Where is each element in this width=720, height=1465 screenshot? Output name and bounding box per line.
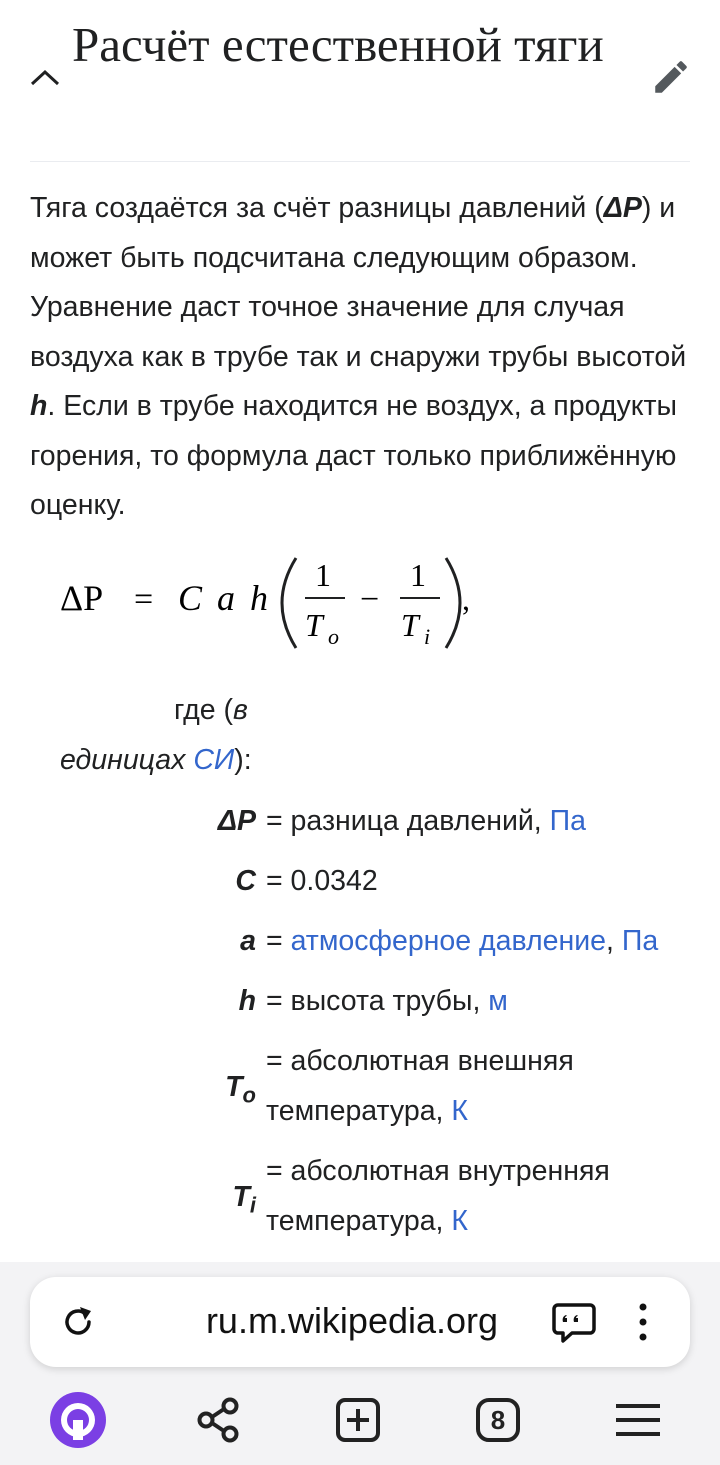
- unit-link-m[interactable]: м: [488, 985, 508, 1017]
- paragraph-text: Тяга создаётся за счёт разницы давлений (: [30, 192, 604, 224]
- variable-row-a: a = атмосферное давление, Па: [0, 916, 720, 966]
- unit-link-k[interactable]: К: [451, 1095, 468, 1127]
- menu-icon[interactable]: [608, 1390, 668, 1450]
- where-label: [174, 688, 248, 732]
- alice-assistant-icon[interactable]: [48, 1390, 108, 1450]
- variable-definition: = разница давлений,: [266, 805, 550, 837]
- where-close: ):: [234, 744, 252, 776]
- atmospheric-pressure-link[interactable]: атмосферное давление: [290, 925, 606, 957]
- intro-paragraph: [30, 184, 690, 531]
- variable-symbol: [150, 1172, 256, 1231]
- quote-comment-icon[interactable]: [552, 1301, 596, 1343]
- variable-definition: = абсолютная внешняя: [266, 1045, 574, 1077]
- more-vertical-icon[interactable]: [628, 1299, 658, 1345]
- variable-row-ti: [0, 1146, 720, 1246]
- where-units-line: [60, 738, 252, 782]
- unit-link-k[interactable]: К: [451, 1205, 468, 1237]
- tab-count: 8: [490, 1405, 506, 1435]
- formula-equals: =: [134, 581, 154, 618]
- address-bar[interactable]: [30, 1277, 690, 1367]
- section-divider: [30, 161, 690, 162]
- h-symbol: h: [30, 390, 48, 422]
- section-title: Расчёт естественной тяги: [72, 17, 604, 72]
- variable-row-c: [0, 856, 720, 906]
- units-text: единицах: [60, 744, 194, 776]
- variable-definition: = 0.0342: [266, 865, 378, 897]
- share-icon[interactable]: [188, 1390, 248, 1450]
- variable-symbol: h: [238, 985, 256, 1017]
- variable-row-to: [0, 1036, 720, 1136]
- new-tab-icon[interactable]: [328, 1390, 388, 1450]
- si-link[interactable]: СИ: [193, 744, 235, 776]
- variable-symbol-T: T: [232, 1181, 250, 1213]
- variable-symbol-T: T: [225, 1071, 243, 1103]
- url-text[interactable]: ru.m.wikipedia.org: [205, 1300, 499, 1341]
- variable-definition: температура,: [266, 1205, 452, 1237]
- formula-vars: C a h: [178, 578, 269, 618]
- variable-subscript: i: [249, 1192, 256, 1218]
- formula-lhs: ΔP: [60, 578, 104, 618]
- unit-link-pa[interactable]: Па: [549, 805, 586, 837]
- variable-definition: = абсолютная внутренняя: [266, 1155, 610, 1187]
- variable-subscript: o: [242, 1082, 256, 1108]
- delta-p-symbol: ΔP: [603, 192, 642, 224]
- denominator-T-i: T: [401, 607, 419, 643]
- variable-definition: = высота трубы,: [266, 985, 489, 1017]
- edit-pencil-icon[interactable]: [650, 56, 692, 98]
- paragraph-text: . Если в трубе находится не воздух, а продукты горения, то формула даст только приближённую оценку.: [30, 390, 678, 521]
- right-paren: [446, 558, 460, 648]
- variable-symbol: a: [240, 925, 256, 957]
- numerator-o: 1: [315, 557, 331, 593]
- formula-comma: ,: [462, 581, 470, 617]
- chevron-up-icon[interactable]: [28, 62, 62, 92]
- variable-symbol: [150, 1062, 256, 1121]
- tabs-counter-button[interactable]: [468, 1390, 528, 1450]
- left-paren: [282, 558, 296, 648]
- variable-definition: =: [266, 925, 291, 957]
- subscript-i: i: [424, 624, 431, 649]
- draft-formula: [60, 548, 500, 658]
- reload-icon[interactable]: [58, 1301, 98, 1341]
- variable-row-h: [0, 976, 720, 1026]
- variable-symbol: C: [235, 865, 256, 897]
- section-header: [0, 0, 720, 162]
- subscript-o: o: [328, 624, 339, 649]
- paragraph-text: ) и может быть подсчитана следующим образом. Уравнение даст точное значение для случая воздуха как в трубе так и снаружи трубы высотой: [30, 192, 687, 373]
- variable-symbol: ΔP: [217, 805, 256, 837]
- where-units: в: [233, 694, 248, 726]
- denominator-T-o: T: [305, 607, 323, 643]
- variable-definition: температура,: [266, 1095, 452, 1127]
- unit-link-pa[interactable]: Па: [621, 925, 659, 957]
- where-text: где (: [174, 694, 234, 726]
- variable-row-dp: [0, 796, 720, 846]
- numerator-i: 1: [410, 557, 426, 593]
- formula-minus: −: [360, 581, 380, 618]
